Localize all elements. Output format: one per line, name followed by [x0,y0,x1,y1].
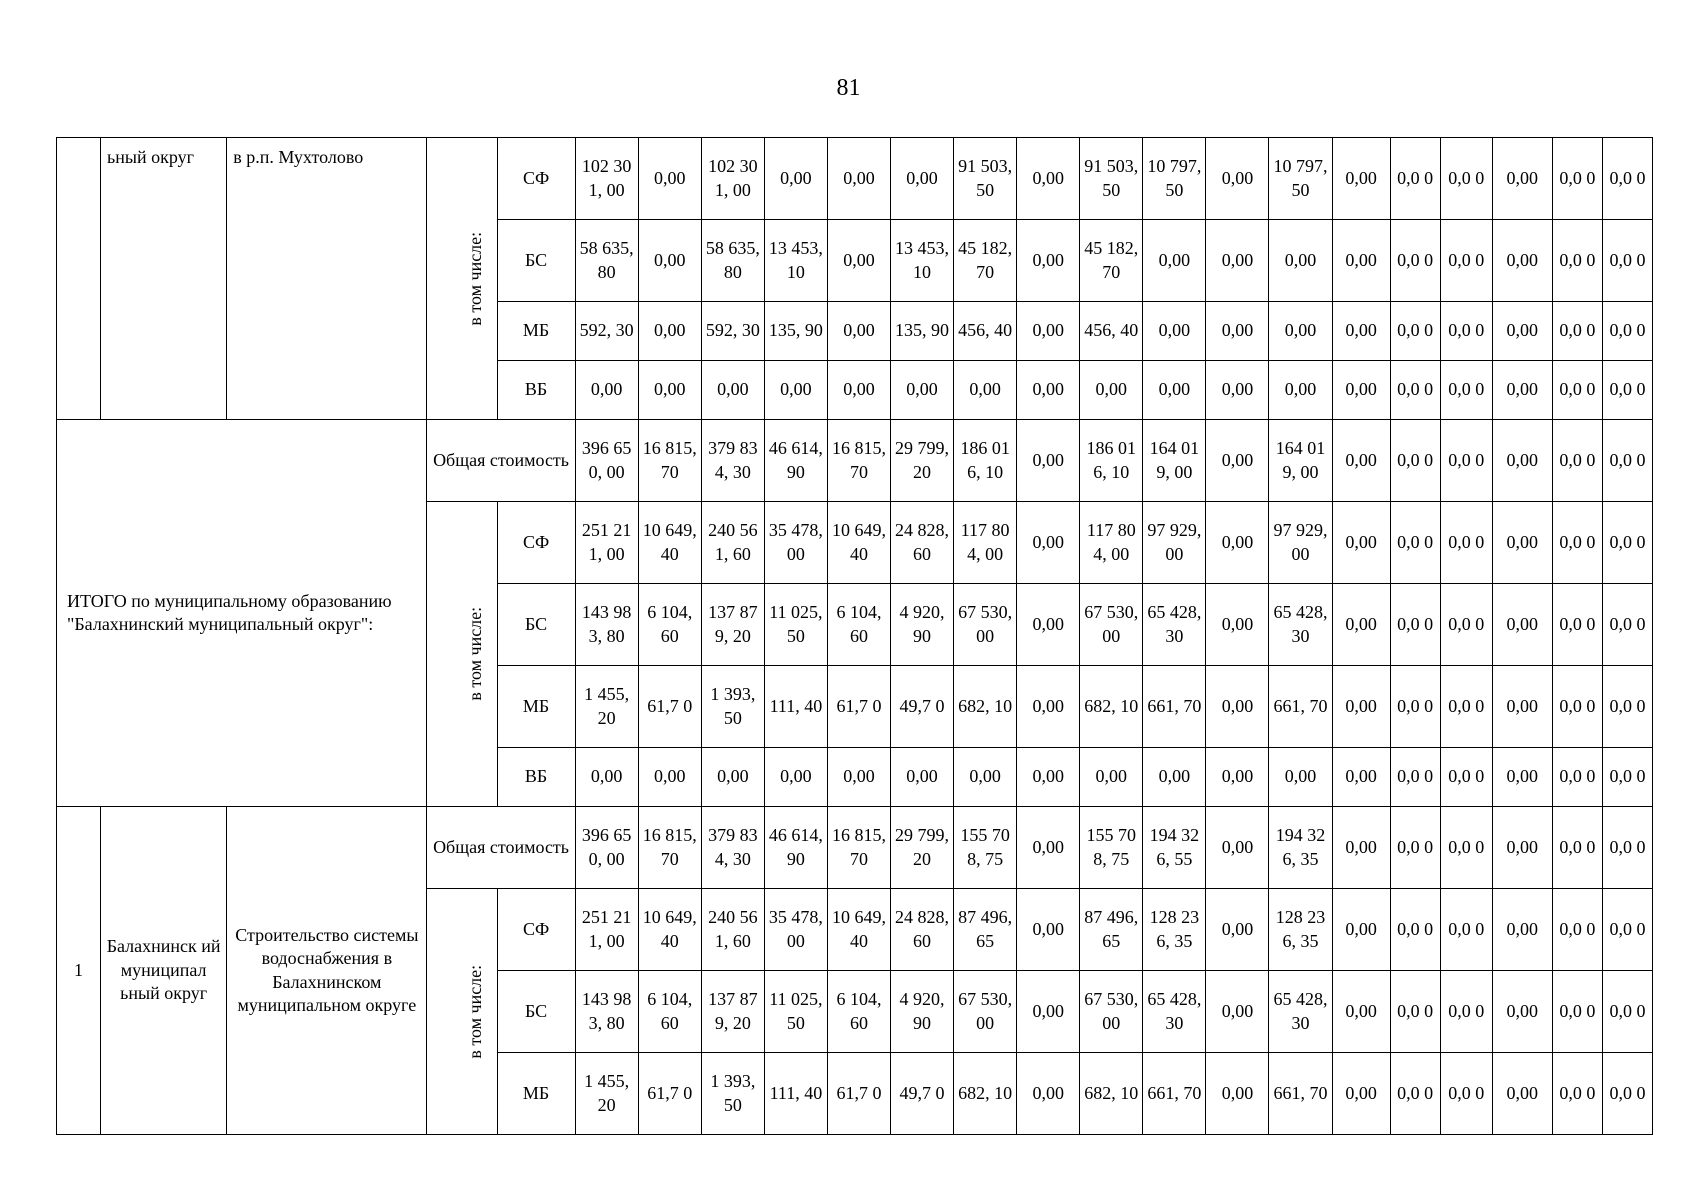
value-cell: 10 649, 40 [638,502,701,584]
value-cell: 46 614, 90 [764,420,827,502]
value-cell: 87 496, 65 [954,889,1017,971]
value-cell: 0,0 0 [1602,420,1652,502]
value-cell: 0,00 [638,748,701,807]
value-cell: 0,00 [1017,1053,1080,1135]
value-cell: 91 503, 50 [1080,138,1143,220]
value-cell: 0,00 [1206,807,1269,889]
funding-source: БС [497,220,575,302]
value-cell: 0,0 0 [1552,748,1602,807]
value-cell: 0,0 0 [1440,361,1492,420]
value-cell: 0,00 [1332,1053,1390,1135]
row-number-cell: 1 [57,807,101,1135]
value-cell: 0,00 [1017,220,1080,302]
value-cell: 0,0 0 [1602,889,1652,971]
value-cell: 0,00 [1269,220,1332,302]
value-cell: 0,00 [1269,302,1332,361]
value-cell: 135, 90 [891,302,954,361]
value-cell: 0,0 0 [1390,302,1440,361]
value-cell: 97 929, 00 [1269,502,1332,584]
value-cell: 0,0 0 [1440,420,1492,502]
value-cell: 16 815, 70 [827,420,890,502]
value-cell: 0,00 [1017,138,1080,220]
value-cell: 0,00 [1206,361,1269,420]
value-cell: 1 393, 50 [701,666,764,748]
value-cell: 45 182, 70 [954,220,1017,302]
municipality-cell: ьный округ [101,138,227,420]
value-cell: 67 530, 00 [1080,584,1143,666]
value-cell: 0,0 0 [1552,1053,1602,1135]
value-cell: 0,0 0 [1440,220,1492,302]
value-cell: 0,0 0 [1552,420,1602,502]
value-cell: 0,0 0 [1552,220,1602,302]
value-cell: 0,00 [1017,748,1080,807]
value-cell: 251 211, 00 [575,889,638,971]
value-cell: 1 455, 20 [575,666,638,748]
value-cell: 61,7 0 [638,1053,701,1135]
value-cell: 0,00 [764,361,827,420]
value-cell: 111, 40 [764,1053,827,1135]
total-cost-label: Общая стоимость [427,420,575,502]
value-cell: 0,0 0 [1390,584,1440,666]
value-cell: 11 025, 50 [764,971,827,1053]
value-cell: 0,0 0 [1602,1053,1652,1135]
value-cell: 4 920, 90 [891,971,954,1053]
value-cell: 0,0 0 [1390,1053,1440,1135]
value-cell: 0,00 [954,361,1017,420]
value-cell: 379 834, 30 [701,807,764,889]
value-cell: 45 182, 70 [1080,220,1143,302]
value-cell: 0,00 [1332,584,1390,666]
including-label: в том числе: [465,607,486,701]
value-cell: 0,00 [1332,138,1390,220]
value-cell: 0,0 0 [1440,971,1492,1053]
value-cell: 102 301, 00 [701,138,764,220]
value-cell: 682, 10 [954,1053,1017,1135]
table-row [57,420,1653,502]
value-cell: 49,7 0 [891,1053,954,1135]
value-cell: 0,00 [891,138,954,220]
value-cell: 29 799, 20 [891,420,954,502]
value-cell: 0,00 [1332,666,1390,748]
object-cell: Строительство системы водоснабжения в Балахнинском муниципальном округе [227,807,427,1135]
value-cell: 0,00 [1332,220,1390,302]
value-cell: 251 211, 00 [575,502,638,584]
value-cell: 0,00 [1492,584,1552,666]
funding-source: МБ [497,1053,575,1135]
value-cell: 396 650, 00 [575,807,638,889]
value-cell: 13 453, 10 [764,220,827,302]
including-label-cell [427,502,497,807]
funding-source: СФ [497,889,575,971]
value-cell: 0,0 0 [1390,748,1440,807]
value-cell: 240 561, 60 [701,502,764,584]
value-cell: 0,00 [1017,971,1080,1053]
value-cell: 0,0 0 [1552,584,1602,666]
value-cell: 11 025, 50 [764,584,827,666]
value-cell: 155 708, 75 [954,807,1017,889]
including-label: в том числе: [465,964,486,1059]
value-cell: 143 983, 80 [575,584,638,666]
value-cell: 0,0 0 [1390,220,1440,302]
value-cell: 10 797, 50 [1269,138,1332,220]
value-cell: 0,00 [1080,361,1143,420]
value-cell: 10 649, 40 [638,889,701,971]
value-cell: 0,0 0 [1390,502,1440,584]
value-cell: 0,0 0 [1602,584,1652,666]
value-cell: 6 104, 60 [827,584,890,666]
value-cell: 592, 30 [701,302,764,361]
value-cell: 0,0 0 [1440,1053,1492,1135]
value-cell: 61,7 0 [827,666,890,748]
value-cell: 0,00 [638,138,701,220]
value-cell: 135, 90 [764,302,827,361]
value-cell: 0,00 [638,220,701,302]
value-cell: 128 236, 35 [1143,889,1206,971]
value-cell: 0,00 [1492,138,1552,220]
value-cell: 0,00 [701,361,764,420]
value-cell: 29 799, 20 [891,807,954,889]
value-cell: 137 879, 20 [701,584,764,666]
value-cell: 49,7 0 [891,666,954,748]
value-cell: 0,00 [1492,889,1552,971]
object-cell: в р.п. Мухтолово [227,138,427,420]
value-cell: 240 561, 60 [701,889,764,971]
page-number: 81 [836,75,861,101]
value-cell: 0,0 0 [1440,584,1492,666]
value-cell: 0,00 [1492,361,1552,420]
value-cell: 0,00 [827,748,890,807]
value-cell: 137 879, 20 [701,971,764,1053]
value-cell: 0,0 0 [1440,666,1492,748]
value-cell: 65 428, 30 [1269,971,1332,1053]
value-cell: 1 455, 20 [575,1053,638,1135]
value-cell: 0,0 0 [1440,807,1492,889]
value-cell: 456, 40 [954,302,1017,361]
value-cell: 0,0 0 [1390,889,1440,971]
value-cell: 0,00 [1492,302,1552,361]
value-cell: 194 326, 55 [1143,807,1206,889]
funding-source: МБ [497,302,575,361]
funding-source: СФ [497,138,575,220]
value-cell: 592, 30 [575,302,638,361]
value-cell: 0,0 0 [1440,748,1492,807]
value-cell: 0,0 0 [1440,138,1492,220]
value-cell: 91 503, 50 [954,138,1017,220]
including-label: в том числе: [465,231,486,326]
value-cell: 0,00 [1332,361,1390,420]
value-cell: 6 104, 60 [638,584,701,666]
value-cell: 379 834, 30 [701,420,764,502]
value-cell: 87 496, 65 [1080,889,1143,971]
value-cell: 661, 70 [1143,1053,1206,1135]
value-cell: 65 428, 30 [1143,971,1206,1053]
value-cell: 58 635, 80 [701,220,764,302]
value-cell: 0,00 [1492,971,1552,1053]
value-cell: 0,00 [827,220,890,302]
value-cell: 0,00 [954,748,1017,807]
value-cell: 0,00 [575,361,638,420]
value-cell: 0,00 [638,361,701,420]
value-cell: 661, 70 [1143,666,1206,748]
value-cell: 117 804, 00 [1080,502,1143,584]
value-cell: 164 019, 00 [1269,420,1332,502]
value-cell: 0,00 [1332,807,1390,889]
value-cell: 661, 70 [1269,666,1332,748]
value-cell: 0,0 0 [1602,220,1652,302]
value-cell: 65 428, 30 [1143,584,1206,666]
value-cell: 0,00 [1332,889,1390,971]
value-cell: 0,00 [1206,584,1269,666]
value-cell: 0,0 0 [1390,807,1440,889]
value-cell: 0,00 [638,302,701,361]
funding-source: ВБ [497,748,575,807]
value-cell: 0,00 [1080,748,1143,807]
value-cell: 0,0 0 [1390,971,1440,1053]
value-cell: 456, 40 [1080,302,1143,361]
value-cell: 0,0 0 [1552,302,1602,361]
value-cell: 0,0 0 [1390,361,1440,420]
value-cell: 65 428, 30 [1269,584,1332,666]
including-label-cell [427,138,497,420]
value-cell: 35 478, 00 [764,502,827,584]
value-cell: 6 104, 60 [827,971,890,1053]
value-cell: 0,00 [1017,666,1080,748]
funding-source: ВБ [497,361,575,420]
value-cell: 682, 10 [954,666,1017,748]
value-cell: 0,00 [1332,420,1390,502]
value-cell: 0,00 [764,138,827,220]
value-cell: 0,00 [827,361,890,420]
value-cell: 0,00 [1269,361,1332,420]
value-cell: 0,0 0 [1552,807,1602,889]
value-cell: 0,00 [1206,220,1269,302]
value-cell: 0,00 [1206,666,1269,748]
value-cell: 0,0 0 [1602,971,1652,1053]
value-cell: 0,00 [1206,302,1269,361]
value-cell: 0,00 [1143,220,1206,302]
value-cell: 0,00 [891,361,954,420]
value-cell: 61,7 0 [827,1053,890,1135]
value-cell: 0,00 [1269,748,1332,807]
value-cell: 0,0 0 [1440,889,1492,971]
value-cell: 0,00 [764,748,827,807]
funding-source: МБ [497,666,575,748]
value-cell: 0,0 0 [1602,748,1652,807]
value-cell: 0,00 [1017,302,1080,361]
value-cell: 661, 70 [1269,1053,1332,1135]
value-cell: 186 016, 10 [954,420,1017,502]
table-row [57,138,1653,220]
value-cell: 0,00 [1143,361,1206,420]
total-label-cell: ИТОГО по муниципальному образованию "Балахнинский муниципальный округ": [57,420,427,807]
value-cell: 1 393, 50 [701,1053,764,1135]
value-cell: 0,00 [1017,361,1080,420]
value-cell: 10 649, 40 [827,502,890,584]
value-cell: 0,0 0 [1390,666,1440,748]
value-cell: 0,00 [1206,420,1269,502]
value-cell: 0,00 [1492,220,1552,302]
value-cell: 97 929, 00 [1143,502,1206,584]
value-cell: 194 326, 35 [1269,807,1332,889]
value-cell: 0,00 [1206,502,1269,584]
value-cell: 0,00 [1017,584,1080,666]
value-cell: 0,00 [827,302,890,361]
funding-source: БС [497,584,575,666]
value-cell: 0,00 [1206,1053,1269,1135]
value-cell: 0,0 0 [1552,502,1602,584]
value-cell: 143 983, 80 [575,971,638,1053]
value-cell: 0,00 [1017,889,1080,971]
value-cell: 396 650, 00 [575,420,638,502]
value-cell: 0,0 0 [1552,889,1602,971]
value-cell: 13 453, 10 [891,220,954,302]
value-cell: 0,00 [1206,748,1269,807]
value-cell: 0,00 [1332,502,1390,584]
financing-table [56,137,1653,1135]
value-cell: 682, 10 [1080,1053,1143,1135]
value-cell: 0,00 [1143,748,1206,807]
value-cell: 0,00 [1206,971,1269,1053]
value-cell: 0,00 [1332,302,1390,361]
value-cell: 0,0 0 [1602,302,1652,361]
value-cell: 0,0 0 [1552,361,1602,420]
value-cell: 128 236, 35 [1269,889,1332,971]
funding-source: СФ [497,502,575,584]
municipality-cell: Балахнинск ий муниципал ьный округ [101,807,227,1135]
value-cell: 6 104, 60 [638,971,701,1053]
including-label-cell [427,889,497,1135]
value-cell: 0,00 [1017,502,1080,584]
value-cell: 67 530, 00 [1080,971,1143,1053]
value-cell: 682, 10 [1080,666,1143,748]
value-cell: 67 530, 00 [954,584,1017,666]
value-cell: 0,00 [827,138,890,220]
total-cost-label: Общая стоимость [427,807,575,889]
value-cell: 46 614, 90 [764,807,827,889]
value-cell: 35 478, 00 [764,889,827,971]
value-cell: 16 815, 70 [638,420,701,502]
value-cell: 10 797, 50 [1143,138,1206,220]
value-cell: 67 530, 00 [954,971,1017,1053]
table-body [57,138,1653,1135]
value-cell: 16 815, 70 [638,807,701,889]
value-cell: 0,00 [1206,889,1269,971]
value-cell: 0,00 [701,748,764,807]
value-cell: 24 828, 60 [891,889,954,971]
value-cell: 0,00 [1017,420,1080,502]
value-cell: 0,0 0 [1602,502,1652,584]
value-cell: 0,0 0 [1390,420,1440,502]
value-cell: 186 016, 10 [1080,420,1143,502]
value-cell: 0,00 [1017,807,1080,889]
value-cell: 61,7 0 [638,666,701,748]
value-cell: 10 649, 40 [827,889,890,971]
value-cell: 164 019, 00 [1143,420,1206,502]
value-cell: 102 301, 00 [575,138,638,220]
value-cell: 0,00 [1492,502,1552,584]
table-row [57,807,1653,889]
value-cell: 0,00 [575,748,638,807]
value-cell: 0,0 0 [1552,666,1602,748]
value-cell: 0,0 0 [1390,138,1440,220]
value-cell: 0,00 [1492,420,1552,502]
value-cell: 16 815, 70 [827,807,890,889]
value-cell: 0,00 [1492,748,1552,807]
value-cell: 0,00 [891,748,954,807]
value-cell: 0,0 0 [1602,361,1652,420]
value-cell: 0,0 0 [1440,302,1492,361]
value-cell: 0,00 [1492,666,1552,748]
value-cell: 24 828, 60 [891,502,954,584]
value-cell: 155 708, 75 [1080,807,1143,889]
row-number-cell [57,138,101,420]
value-cell: 0,0 0 [1602,666,1652,748]
value-cell: 0,00 [1332,971,1390,1053]
value-cell: 0,0 0 [1552,971,1602,1053]
value-cell: 111, 40 [764,666,827,748]
value-cell: 0,00 [1492,1053,1552,1135]
value-cell: 117 804, 00 [954,502,1017,584]
value-cell: 0,00 [1143,302,1206,361]
value-cell: 0,00 [1206,138,1269,220]
value-cell: 0,0 0 [1602,807,1652,889]
value-cell: 0,0 0 [1440,502,1492,584]
value-cell: 0,00 [1332,748,1390,807]
value-cell: 0,00 [1492,807,1552,889]
value-cell: 0,0 0 [1552,138,1602,220]
value-cell: 0,0 0 [1602,138,1652,220]
funding-source: БС [497,971,575,1053]
value-cell: 58 635, 80 [575,220,638,302]
value-cell: 4 920, 90 [891,584,954,666]
